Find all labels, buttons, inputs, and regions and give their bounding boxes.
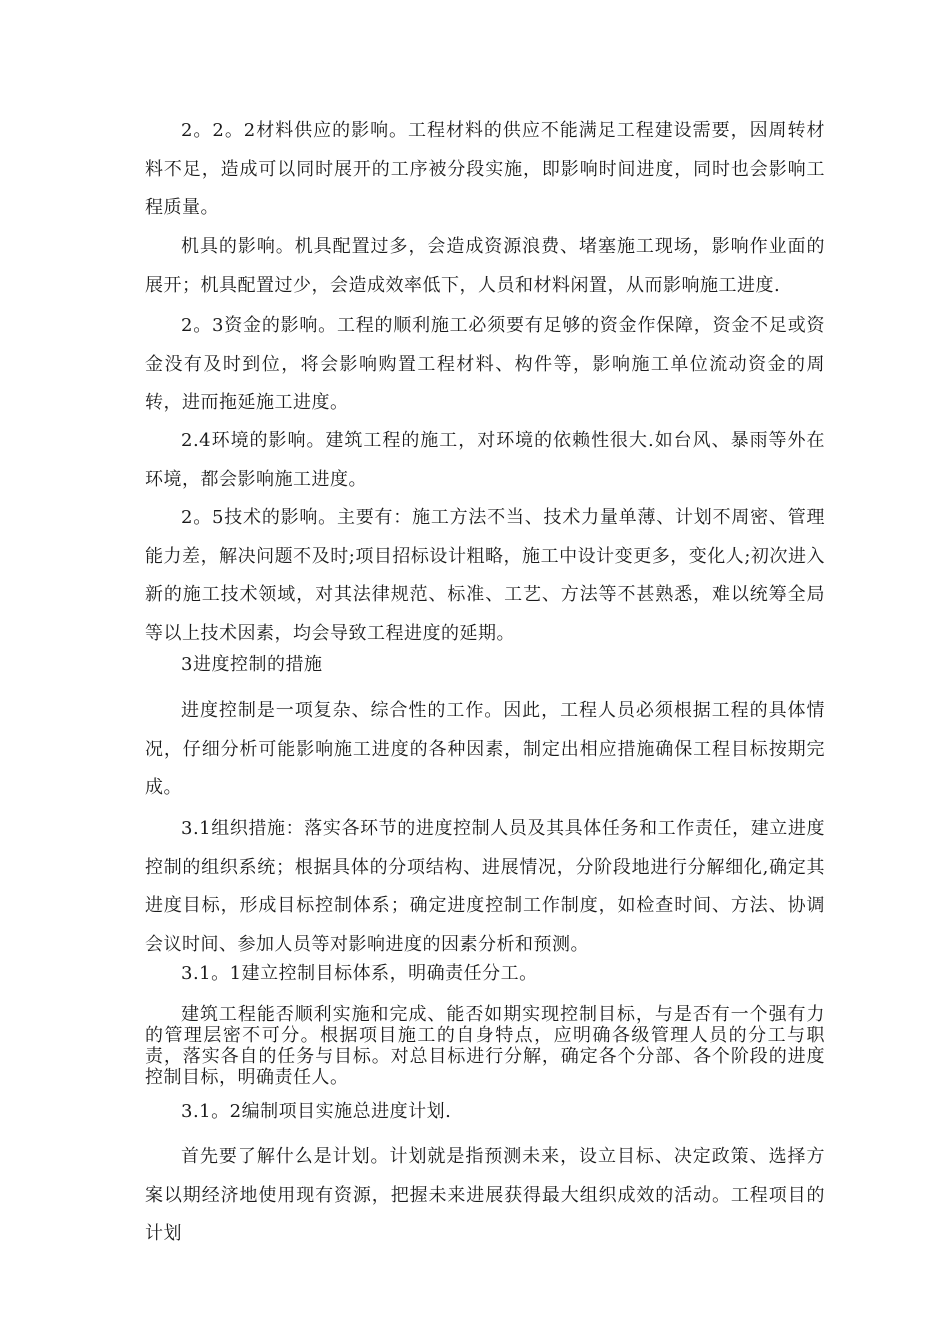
paragraph-planning: 首先要了解什么是计划。计划就是指预测未来，设立目标、决定政策、选择方案以期经济地使用现有资源，把握未来进展获得最大组织成效的活动。工程项目的计划: [145, 1146, 825, 1244]
paragraph-funding: 2。3资金的影响。工程的顺利施工必须要有足够的资金作保障，资金不足或资金没有及时到位，将会影响购置工程材料、构件等，影响施工单位流动资金的周转，进而拖延施工进度。: [145, 315, 825, 413]
paragraph-environment: 2.4环境的影响。建筑工程的施工，对环境的依赖性很大.如台风、暴雨等外在环境，都会影响施工进度。: [145, 430, 825, 490]
paragraph-management: 建筑工程能否顺利实施和完成、能否如期实现控制目标，与是否有一个强有力的管理层密不可分。根据项目施工的自身特点，应明确各级管理人员的分工与职责，落实各自的任务与目标。对总目标进行分解，确定各个分部、各个阶段的进度控制目标，明确责任人。: [145, 1004, 825, 1088]
paragraph-machinery: 机具的影响。机具配置过多，会造成资源浪费、堵塞施工现场，影响作业面的展开；机具配置过少，会造成效率低下，人员和材料闲置，从而影响施工进度.: [145, 236, 825, 296]
subheading-target-system: 3.1。1建立控制目标体系，明确责任分工。: [181, 963, 538, 984]
subheading-master-plan: 3.1。2编制项目实施总进度计划.: [181, 1101, 452, 1122]
section-heading-measures: 3进度控制的措施: [181, 654, 323, 675]
paragraph-organization: 3.1组织措施：落实各环节的进度控制人员及其具体任务和工作责任，建立进度控制的组织系统；根据具体的分项结构、进展情况，分阶段地进行分解细化,确定其进度目标，形成目标控制体系；确定进度控制工作制度，如检查时间、方法、协调会议时间、参加人员等对影响进度的因素分析和预测。: [145, 818, 825, 955]
paragraph-material-supply: 2。2。2材料供应的影响。工程材料的供应不能满足工程建设需要，因周转材料不足，造成可以同时展开的工序被分段实施，即影响时间进度，同时也会影响工程质量。: [145, 120, 825, 218]
paragraph-technology: 2。5技术的影响。主要有：施工方法不当、技术力量单薄、计划不周密、管理能力差，解决问题不及时;项目招标设计粗略，施工中设计变更多，变化人;初次进入新的施工技术领域，对其法律规范、标准、工艺、方法等不甚熟悉，难以统筹全局等以上技术因素，均会导致工程进度的延期。: [145, 507, 825, 644]
paragraph-progress-control: 进度控制是一项复杂、综合性的工作。因此，工程人员必须根据工程的具体情况，仔细分析可能影响施工进度的各种因素，制定出相应措施确保工程目标按期完成。: [145, 700, 825, 798]
